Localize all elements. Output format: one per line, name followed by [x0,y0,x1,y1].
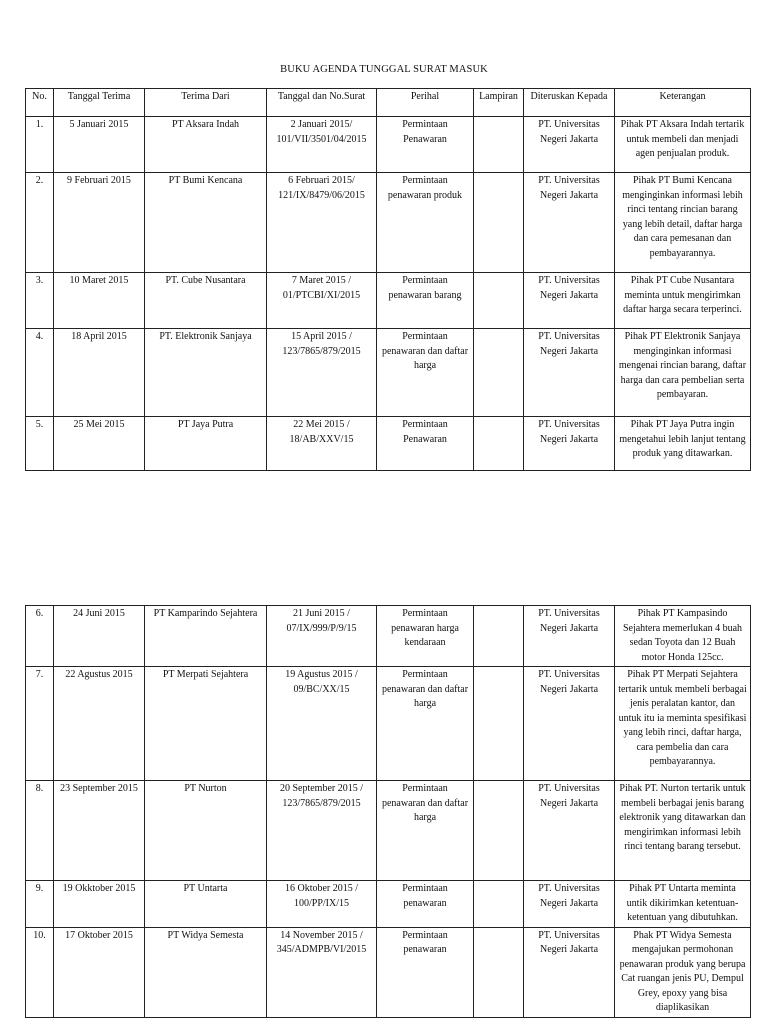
cell-tanggal-terima: 9 Februari 2015 [54,173,145,273]
cell-keterangan: Pihak PT Elektronik Sanjaya menginginkan informasi mengenai rincian barang, daftar harga dan cara pembelian serta pembayaran. [615,329,751,417]
header-terima-dari: Terima Dari [145,89,267,117]
table-row [26,881,751,928]
table-row [26,781,751,881]
cell-lampiran [474,667,524,781]
cell-keterangan: Pihak PT Kampasindo Sejahtera memerlukan 4 buah sedan Toyota dan 12 Buah motor Honda 125cc. [615,606,751,667]
cell-tanggal-no-surat: 15 April 2015 / 123/7865/879/2015 [267,329,377,417]
cell-tanggal-no-surat: 22 Mei 2015 / 18/AB/XXV/15 [267,417,377,471]
cell-perihal: Permintaan penawaran produk [377,173,474,273]
cell-tanggal-no-surat: 20 September 2015 / 123/7865/879/2015 [267,781,377,881]
table-row [26,117,751,173]
cell-keterangan: Pihak PT. Nurton tertarik untuk membeli berbagai jenis barang elektronik yang ditawarkan dan mengirimkan informasi lebih rinci tentang barang tersebut. [615,781,751,881]
cell-perihal: Permintaan penawaran dan daftar harga [377,329,474,417]
cell-terima-dari: PT Kamparindo Sejahtera [145,606,267,667]
cell-tanggal-no-surat: 6 Februari 2015/ 121/IX/8479/06/2015 [267,173,377,273]
cell-terima-dari: PT Widya Semesta [145,927,267,1017]
cell-diteruskan-kepada: PT. Universitas Negeri Jakarta [524,881,615,928]
cell-lampiran [474,881,524,928]
document-title: BUKU AGENDA TUNGGAL SURAT MASUK [280,64,488,75]
cell-keterangan: Pihak PT Untarta meminta untik dikirimkan ketentuan-ketentuan yang dibutuhkan. [615,881,751,928]
table-row [26,667,751,781]
header-tanggal-terima: Tanggal Terima [54,89,145,117]
header-diteruskan-kepada: Diteruskan Kepada [524,89,615,117]
cell-terima-dari: PT Aksara Indah [145,117,267,173]
cell-diteruskan-kepada: PT. Universitas Negeri Jakarta [524,667,615,781]
cell-tanggal-terima: 18 April 2015 [54,329,145,417]
table-row [26,606,751,667]
cell-no: 5. [26,417,54,471]
cell-no: 6. [26,606,54,667]
cell-perihal: Permintaan Penawaran [377,117,474,173]
cell-no: 3. [26,273,54,329]
cell-no: 10. [26,927,54,1017]
table-header-row [26,89,751,117]
header-perihal: Perihal [377,89,474,117]
cell-perihal: Permintaan Penawaran [377,417,474,471]
cell-keterangan: Pihak PT Jaya Putra ingin mengetahui lebih lanjut tentang produk yang ditawarkan. [615,417,751,471]
cell-diteruskan-kepada: PT. Universitas Negeri Jakarta [524,606,615,667]
cell-terima-dari: PT Untarta [145,881,267,928]
cell-tanggal-terima: 23 September 2015 [54,781,145,881]
cell-perihal: Permintaan penawaran [377,927,474,1017]
cell-lampiran [474,781,524,881]
cell-tanggal-terima: 25 Mei 2015 [54,417,145,471]
cell-tanggal-terima: 24 Juni 2015 [54,606,145,667]
cell-lampiran [474,606,524,667]
cell-perihal: Permintaan penawaran barang [377,273,474,329]
cell-perihal: Permintaan penawaran [377,881,474,928]
cell-terima-dari: PT Jaya Putra [145,417,267,471]
cell-keterangan: Phak PT Widya Semesta mengajukan permohonan penawaran produk yang berupa Cat ruangan jenis PU, Dempul Grey, epoxy yang bisa diaplikasikan [615,927,751,1017]
cell-tanggal-no-surat: 19 Agustus 2015 / 09/BC/XX/15 [267,667,377,781]
cell-diteruskan-kepada: PT. Universitas Negeri Jakarta [524,117,615,173]
header-no: No. [26,89,54,117]
cell-tanggal-no-surat: 2 Januari 2015/ 101/VII/3501/04/2015 [267,117,377,173]
header-lampiran: Lampiran [474,89,524,117]
cell-tanggal-terima: 22 Agustus 2015 [54,667,145,781]
table-row [26,927,751,1017]
cell-lampiran [474,117,524,173]
cell-lampiran [474,173,524,273]
cell-diteruskan-kepada: PT. Universitas Negeri Jakarta [524,417,615,471]
cell-keterangan: Pihak PT Merpati Sejahtera tertarik untuk membeli berbagai jenis peralatan kantor, dan untuk itu ia meminta spesifikasi yang lebih rinci, daftar harga, cara pembelia dan cara pembayarannya. [615,667,751,781]
agenda-table-page-2 [25,605,751,1018]
table-row [26,417,751,471]
cell-tanggal-terima: 19 Okktober 2015 [54,881,145,928]
cell-terima-dari: PT. Elektronik Sanjaya [145,329,267,417]
cell-keterangan: Pihak PT Cube Nusantara meminta untuk mengirimkan daftar harga secara terperinci. [615,273,751,329]
cell-no: 9. [26,881,54,928]
cell-lampiran [474,927,524,1017]
cell-keterangan: Pihak PT Bumi Kencana menginginkan informasi lebih rinci tentang rincian barang yang lebih detail, daftar harga dan cara pemesanan dan pembayarannya. [615,173,751,273]
cell-tanggal-no-surat: 21 Juni 2015 / 07/IX/999/P/9/15 [267,606,377,667]
table-row [26,173,751,273]
cell-no: 4. [26,329,54,417]
cell-diteruskan-kepada: PT. Universitas Negeri Jakarta [524,329,615,417]
cell-lampiran [474,417,524,471]
cell-lampiran [474,273,524,329]
cell-diteruskan-kepada: PT. Universitas Negeri Jakarta [524,781,615,881]
cell-no: 7. [26,667,54,781]
cell-terima-dari: PT. Cube Nusantara [145,273,267,329]
cell-diteruskan-kepada: PT. Universitas Negeri Jakarta [524,927,615,1017]
cell-terima-dari: PT Nurton [145,781,267,881]
table-row [26,273,751,329]
cell-perihal: Permintaan penawaran harga kendaraan [377,606,474,667]
cell-diteruskan-kepada: PT. Universitas Negeri Jakarta [524,173,615,273]
cell-tanggal-terima: 10 Maret 2015 [54,273,145,329]
cell-lampiran [474,329,524,417]
cell-tanggal-terima: 5 Januari 2015 [54,117,145,173]
cell-tanggal-no-surat: 14 November 2015 / 345/ADMPB/VI/2015 [267,927,377,1017]
cell-no: 8. [26,781,54,881]
cell-diteruskan-kepada: PT. Universitas Negeri Jakarta [524,273,615,329]
cell-tanggal-terima: 17 Oktober 2015 [54,927,145,1017]
cell-no: 1. [26,117,54,173]
cell-perihal: Permintaan penawaran dan daftar harga [377,781,474,881]
cell-terima-dari: PT Bumi Kencana [145,173,267,273]
cell-perihal: Permintaan penawaran dan daftar harga [377,667,474,781]
cell-tanggal-no-surat: 16 Oktober 2015 / 100/PP/IX/15 [267,881,377,928]
header-keterangan: Keterangan [615,89,751,117]
cell-tanggal-no-surat: 7 Maret 2015 / 01/PTCBI/XI/2015 [267,273,377,329]
header-tanggal-no-surat: Tanggal dan No.Surat [267,89,377,117]
agenda-table-page-1 [25,88,751,471]
cell-terima-dari: PT Merpati Sejahtera [145,667,267,781]
cell-keterangan: Pihak PT Aksara Indah tertarik untuk membeli dan menjadi agen penjualan produk. [615,117,751,173]
cell-no: 2. [26,173,54,273]
table-row [26,329,751,417]
